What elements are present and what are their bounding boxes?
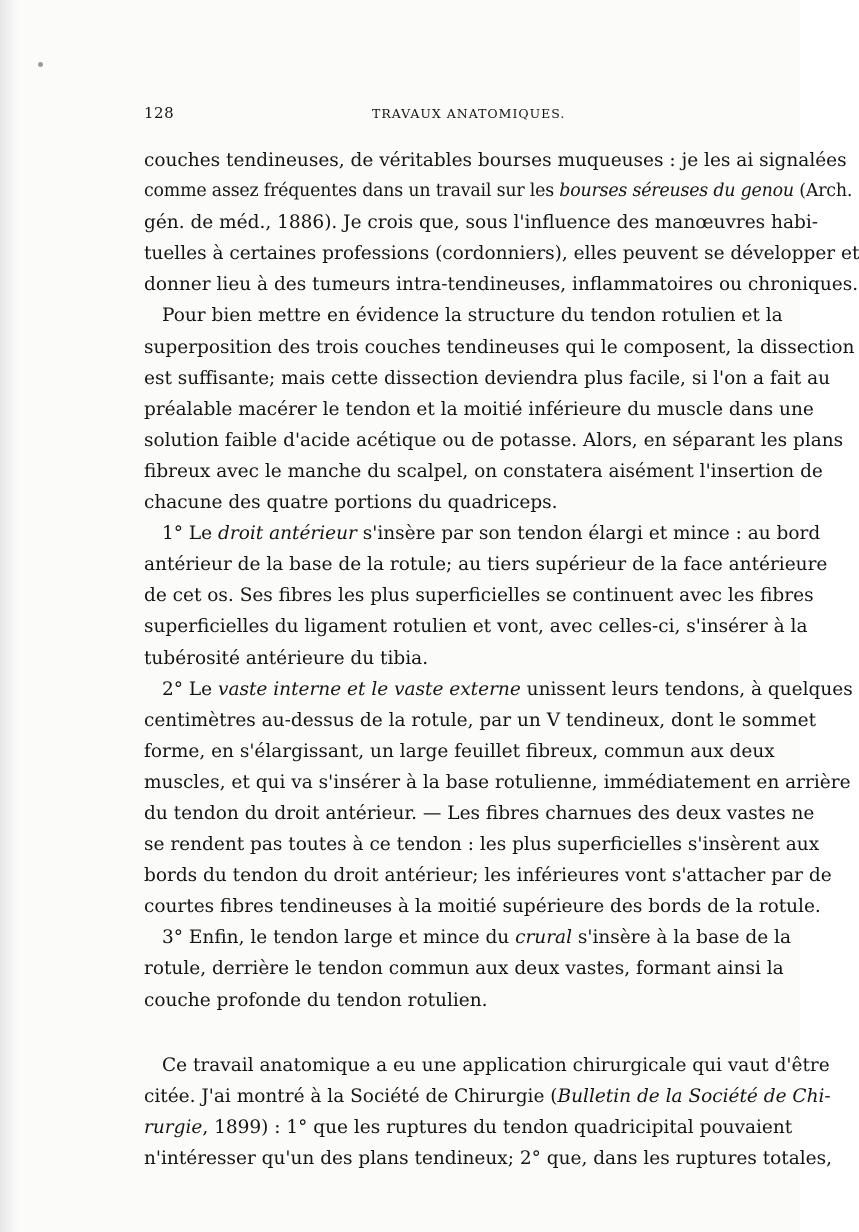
text-line: Pour bien mettre en évidence la structure du tendon rotulien et la [162,305,783,327]
text-line: gén. de méd., 1886). Je crois que, sous l'influence des manœuvres habi- [144,212,819,234]
text-line: de cet os. Ses fibres les plus superficielles se continuent avec les fibres [144,585,814,607]
text-line: comme assez fréquentes dans un travail sur les bourses séreuses du genou (Arch. [144,181,853,202]
text-line: superficielles du ligament rotulien et vont, avec celles-ci, s'insérer à la [144,616,808,638]
text-line: chacune des quatre portions du quadriceps. [144,492,558,514]
body-text [144,145,859,1174]
text-line: rurgie, 1899) : 1° que les ruptures du tendon quadricipital pouvaient [144,1116,793,1138]
text-line: rotule, derrière le tendon commun aux deux vastes, formant ainsi la [144,958,784,980]
text-line: fibreux avec le manche du scalpel, on constatera aisément l'insertion de [144,460,823,482]
text-line: forme, en s'élargissant, un large feuillet fibreux, commun aux deux [144,740,775,762]
text-line: muscles, et qui va s'insérer à la base rotulienne, immédiatement en arrière [144,771,851,793]
text-line: citée. J'ai montré à la Société de Chirurgie (Bulletin de la Société de Chi- [144,1085,831,1107]
text-line: 3° Enfin, le tendon large et mince du crural s'insère à la base de la [162,927,791,949]
text-line: n'intéresser qu'un des plans tendineux; 2° que, dans les ruptures totales, [144,1147,833,1169]
page-speck [38,62,43,67]
text-line: 2° Le vaste interne et le vaste externe unissent leurs tendons, à quelques [162,678,853,700]
text-line: superposition des trois couches tendineuses qui le composent, la dissection [144,336,855,358]
text-line: tuelles à certaines professions (cordonniers), elles peuvent se développer et [144,243,859,265]
text-line: tubérosité antérieure du tibia. [144,647,429,669]
text-line: courtes fibres tendineuses à la moitié supérieure des bords de la rotule. [144,896,821,918]
running-head [144,104,750,126]
page-number: 128 [144,104,175,122]
text-line: solution faible d'acide acétique ou de potasse. Alors, en séparant les plans [144,429,844,451]
page-gutter-shadow [0,0,18,1232]
text-line: est suffisante; mais cette dissection deviendra plus facile, si l'on a fait au [144,367,831,389]
text-line: centimètres au-dessus de la rotule, par un V tendineux, dont le sommet [144,709,817,731]
text-line: se rendent pas toutes à ce tendon : les plus superficielles s'insèrent aux [144,834,820,856]
text-line: du tendon du droit antérieur. — Les fibres charnues des deux vastes ne [144,802,815,824]
paragraph-gap [144,1016,750,1050]
running-title: TRAVAUX ANATOMIQUES. [372,106,566,121]
text-line: Ce travail anatomique a eu une application chirurgicale qui vaut d'être [162,1054,830,1076]
text-line: préalable macérer le tendon et la moitié inférieure du muscle dans une [144,398,814,420]
text-line: bords du tendon du droit antérieur; les inférieures vont s'attacher par de [144,865,832,887]
text-line: 1° Le droit antérieur s'insère par son tendon élargi et mince : au bord [162,523,821,545]
text-line: donner lieu à des tumeurs intra-tendineuses, inflammatoires ou chroniques. [144,274,859,296]
text-line: antérieur de la base de la rotule; au tiers supérieur de la face antérieure [144,554,828,576]
text-line: couche profonde du tendon rotulien. [144,989,488,1011]
text-line: couches tendineuses, de véritables bourses muqueuses : je les ai signalées [144,150,847,171]
